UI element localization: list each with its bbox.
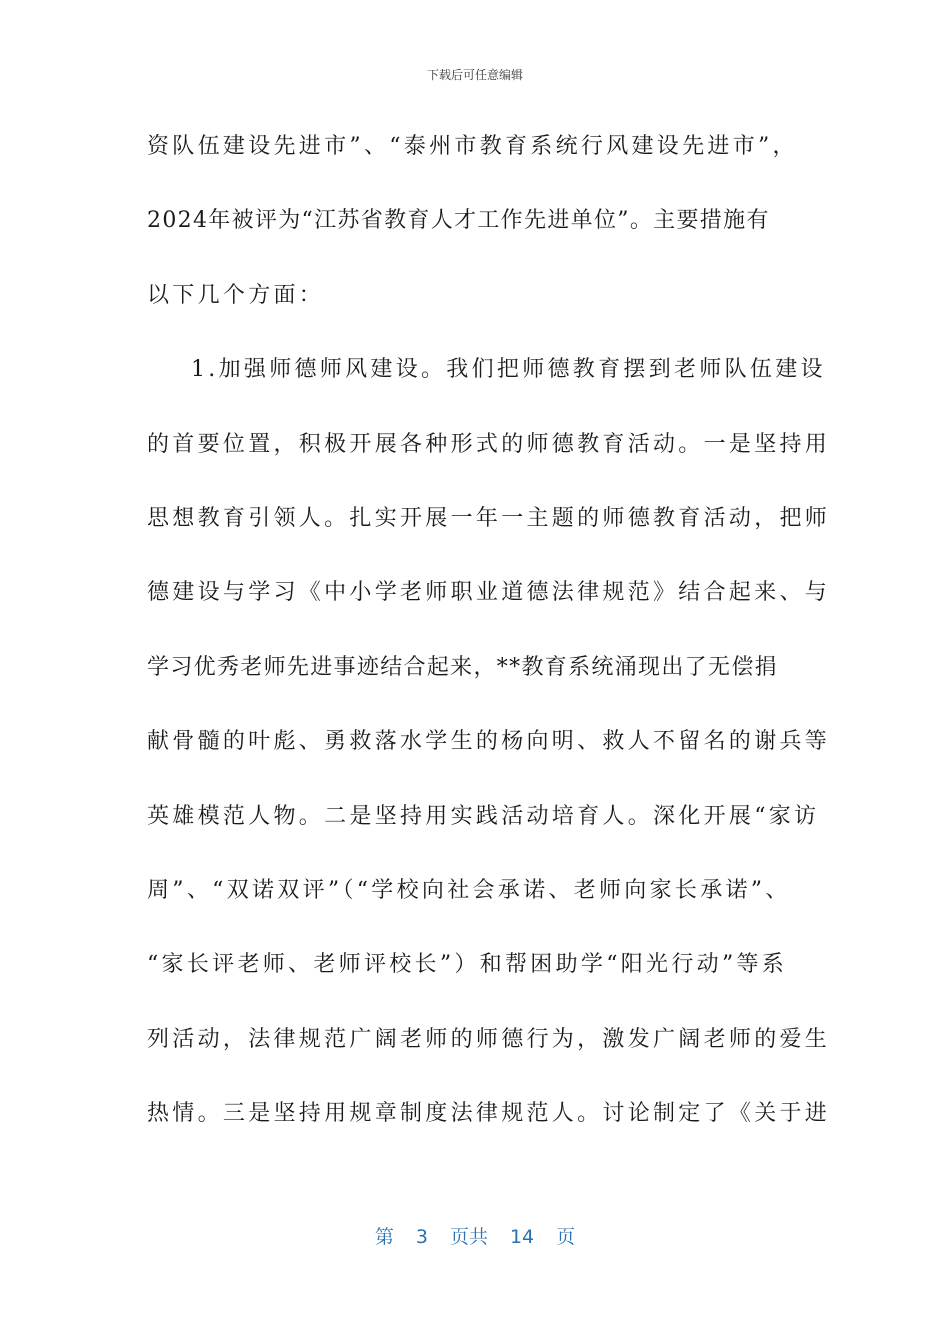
footer-middle: 页共 <box>449 1226 488 1248</box>
body-line: 献骨髓的叶彪、勇救落水学生的杨向明、救人不留名的谢兵等 <box>147 729 831 755</box>
page-footer <box>0 1222 950 1249</box>
total-pages-number: 14 <box>509 1226 535 1248</box>
body-line: 2024年被评为“江苏省教育人才工作先进单位”。主要措施有 <box>147 208 770 234</box>
header-note: 下载后可任意编辑 <box>426 68 523 82</box>
body-line: 资队伍建设先进市”、“泰州市教育系统行风建设先进市”， <box>147 134 798 159</box>
body-line: 思想教育引领人。扎实开展一年一主题的师德教育活动，把师 <box>147 505 831 531</box>
footer-suffix: 页 <box>556 1226 576 1248</box>
current-page-number: 3 <box>415 1226 428 1248</box>
body-line: 以下几个方面： <box>147 282 325 308</box>
body-line: 英雄模范人物。二是坚持用实践活动培育人。深化开展“家访 <box>147 803 820 829</box>
body-line: 热情。三是坚持用规章制度法律规范人。讨论制定了《关于进 <box>147 1101 831 1127</box>
body-line: 德建设与学习《中小学老师职业道德法律规范》结合起来、与 <box>147 580 831 606</box>
body-line: 的首要位置，积极开展各种形式的师德教育活动。一是坚持用 <box>147 431 831 457</box>
body-line: 周”、“双诺双评”（“学校向社会承诺、老师向家长承诺”、 <box>147 877 791 903</box>
body-line: 1.加强师德师风建设。我们把师德教育摆到老师队伍建设 <box>191 357 826 383</box>
document-body <box>147 120 831 1161</box>
footer-prefix: 第 <box>374 1226 394 1248</box>
body-line: 列活动，法律规范广阔老师的师德行为，激发广阔老师的爱生 <box>147 1026 831 1052</box>
body-line: 学习优秀老师先进事迹结合起来，**教育系统涌现出了无偿捐 <box>147 654 778 680</box>
body-line: “家长评老师、老师评校长”）和帮困助学“阳光行动”等系 <box>147 952 788 978</box>
